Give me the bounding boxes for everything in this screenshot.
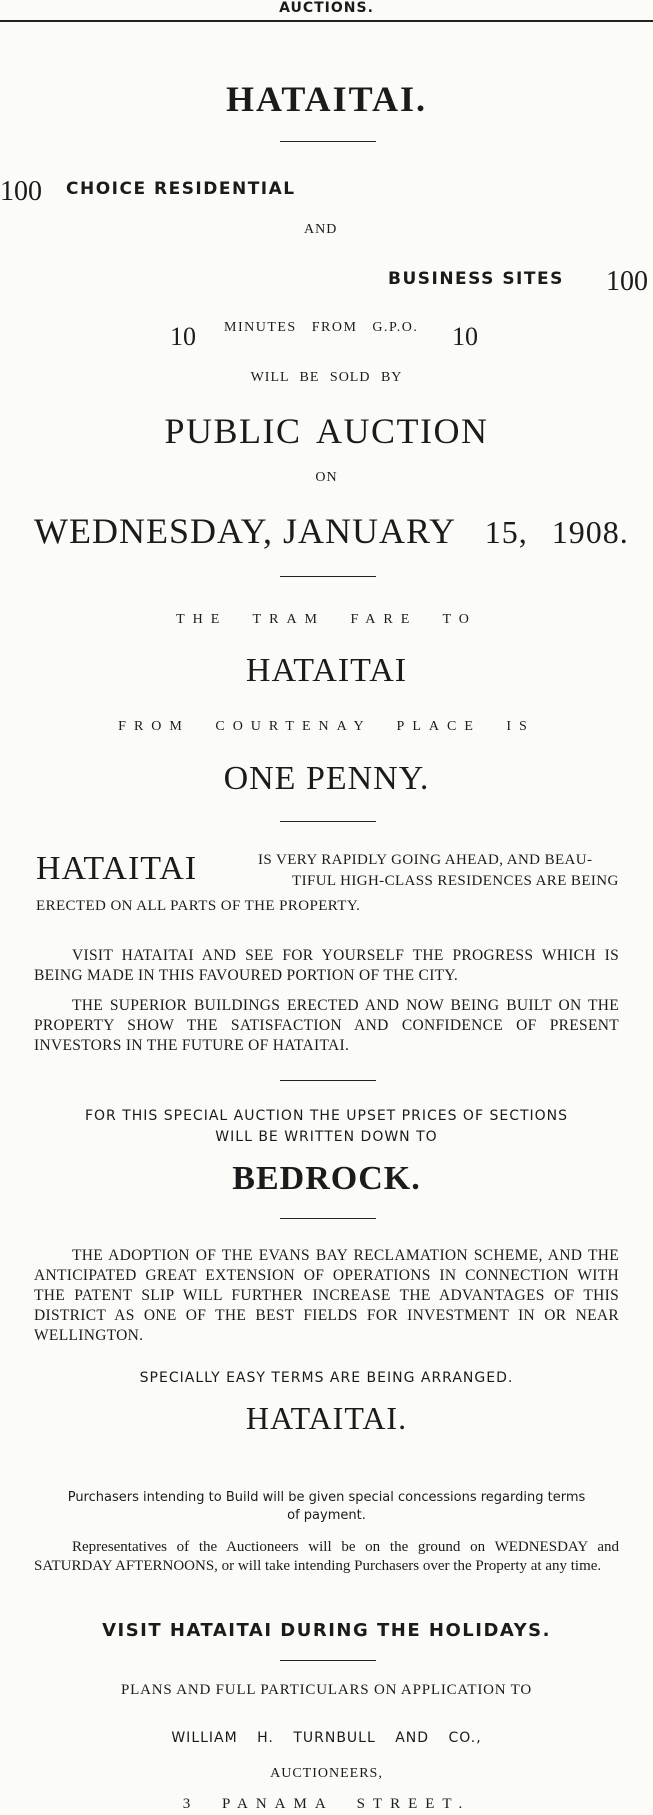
tram-line1: THE TRAM FARE TO xyxy=(176,612,477,627)
public-auction: PUBLIC AUCTION xyxy=(164,411,489,451)
auctioneer-address: 3 PANAMA STREET. xyxy=(182,1796,471,1812)
bedrock-heading: BEDROCK. xyxy=(232,1160,421,1197)
divider xyxy=(280,1218,376,1219)
visit-paragraph: VISIT HATAITAI AND SEE FOR YOURSELF THE PROGRESS WHICH IS BEING MADE IN THIS FAVOURED PORTION OF THE CITY. xyxy=(34,947,619,984)
distance-right: 10 xyxy=(452,322,478,351)
easy-terms: SPECIALLY EASY TERMS ARE BEING ARRANGED. xyxy=(139,1370,514,1386)
tram-fare: ONE PENNY. xyxy=(223,760,430,797)
holidays-banner: VISIT HATAITAI DURING THE HOLIDAYS. xyxy=(102,1620,551,1641)
date-num: 15, xyxy=(484,514,528,550)
adoption-paragraph: THE ADOPTION OF THE EVANS BAY RECLAMATION SCHEME, AND THE ANTICIPATED GREAT EXTENSION OF OPERATIONS IN CONNECTION WITH THE PATENT SLIP WILL FURTHER INCREASE THE ADVANTAGES OF THIS DISTRICT AS ONE OF THE BEST FIELDS FOR INVESTMENT IN OR NEAR WELLINGTON. xyxy=(34,1247,619,1344)
divider xyxy=(280,821,376,822)
residential-heading: CHOICE RESIDENTIAL xyxy=(66,179,296,199)
purchasers-line1: Purchasers intending to Build will be given special concessions regarding terms xyxy=(67,1490,586,1505)
page-title: HATAITAI. xyxy=(225,79,428,119)
divider xyxy=(280,1660,376,1661)
business-heading: BUSINESS SITES xyxy=(388,269,564,289)
date-day: WEDNESDAY, JANUARY xyxy=(34,511,455,551)
tram-line2: FROM COURTENAY PLACE IS xyxy=(118,719,535,734)
distance-left: 10 xyxy=(170,322,196,351)
divider xyxy=(280,141,376,142)
sold-by: WILL BE SOLD BY xyxy=(250,370,403,385)
and-text: AND xyxy=(304,222,338,237)
special-line1: FOR THIS SPECIAL AUCTION THE UPSET PRICES OF SECTIONS xyxy=(84,1108,569,1124)
distance-text: MINUTES FROM G.P.O. xyxy=(224,320,419,335)
progress-line3: ERECTED ON ALL PARTS OF THE PROPERTY. xyxy=(36,898,361,914)
plans-line: PLANS AND FULL PARTICULARS ON APPLICATION TO xyxy=(120,1682,533,1698)
superior-paragraph: THE SUPERIOR BUILDINGS ERECTED AND NOW BEING BUILT ON THE PROPERTY SHOW THE SATISFACTION AND CONFIDENCE OF PRESENT INVESTORS IN THE FUTURE OF HATAITAI. xyxy=(34,997,619,1054)
header-rule xyxy=(0,20,653,22)
lot-count-left: 100 xyxy=(0,176,42,207)
special-line2: WILL BE WRITTEN DOWN TO xyxy=(215,1129,438,1145)
on-text: ON xyxy=(315,470,338,485)
lot-count-right: 100 xyxy=(606,266,648,297)
auctioneer-role: AUCTIONEERS, xyxy=(270,1766,383,1781)
divider xyxy=(280,576,376,577)
date-year: 1908. xyxy=(551,514,629,550)
divider xyxy=(280,1080,376,1081)
auction-date xyxy=(34,510,629,552)
title-repeat: HATAITAI. xyxy=(245,1400,408,1436)
auctioneer-name: WILLIAM H. TURNBULL AND CO., xyxy=(171,1730,482,1746)
purchasers-line2: of payment. xyxy=(287,1508,366,1523)
progress-line1: IS VERY RAPIDLY GOING AHEAD, AND BEAU- xyxy=(258,852,593,868)
section-header: AUCTIONS. xyxy=(279,0,374,16)
tram-place: HATAITAI xyxy=(245,652,408,689)
representatives-paragraph: Representatives of the Auctioneers will be on the ground on WEDNESDAY and SATURDAY AFTERNOONS, or will take intending Purchasers over the Property at any time. xyxy=(34,1539,619,1574)
progress-line2: TIFUL HIGH-CLASS RESIDENCES ARE BEING xyxy=(292,873,619,889)
progress-lead: HATAITAI xyxy=(36,850,198,887)
